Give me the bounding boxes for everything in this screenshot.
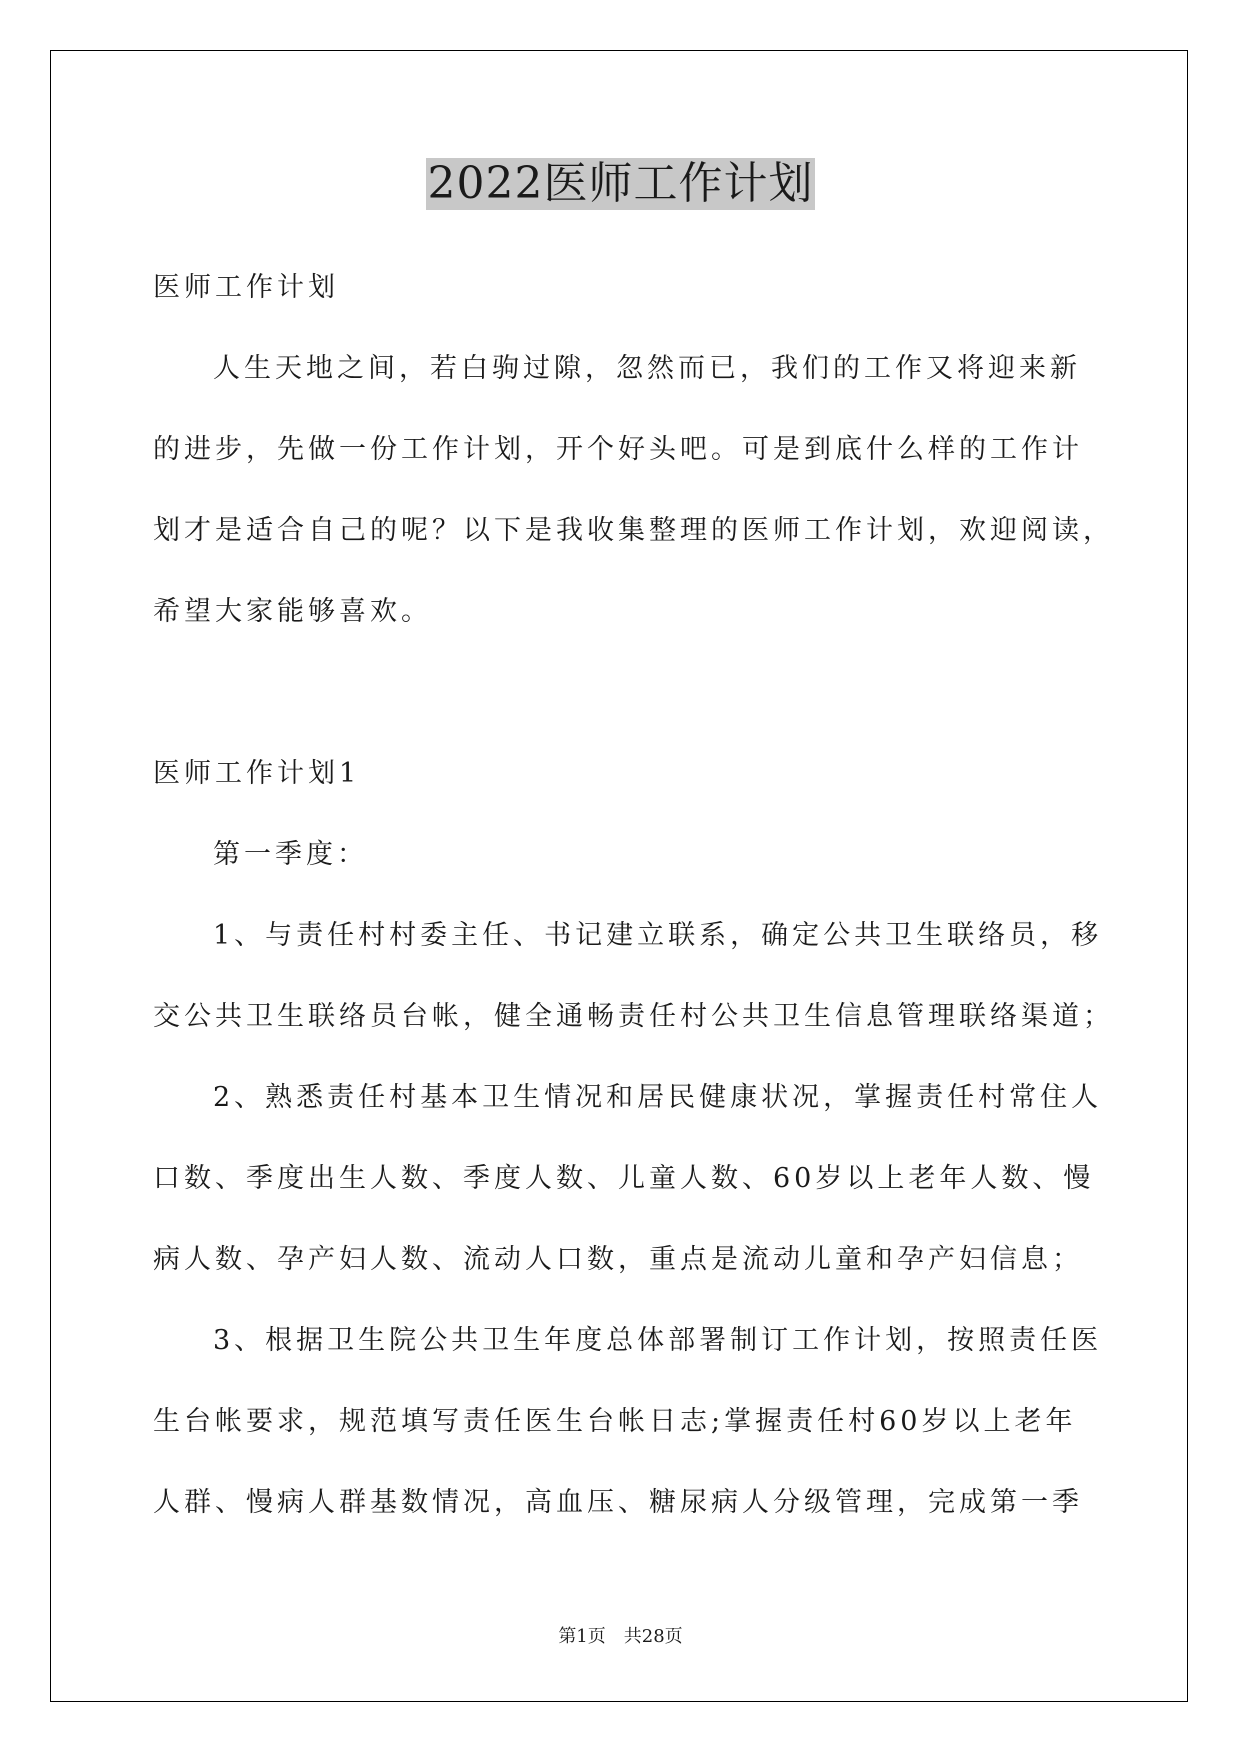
paragraph-line: 交公共卫生联络员台帐，健全通畅责任村公共卫生信息管理联络渠道； (153, 1001, 1114, 1032)
paragraph-line: 生台帐要求，规范填写责任医生台帐日志;掌握责任村60岁以上老年 (153, 1406, 1077, 1437)
footer-page-number: 第1页 (558, 1626, 606, 1647)
paragraph-line: 2、熟悉责任村基本卫生情况和居民健康状况，掌握责任村常住人 (213, 1082, 1103, 1113)
document-title-text: 2022医师工作计划 (427, 158, 814, 209)
plan-item-1 (153, 895, 1153, 1057)
quarter-label: 第一季度： (213, 839, 368, 870)
subtitle: 医师工作计划 (153, 272, 339, 303)
intro-paragraph (153, 328, 1153, 652)
document-body (153, 247, 1153, 1543)
paragraph-line: 的进步，先做一份工作计划，开个好头吧。可是到底什么样的工作计 (153, 434, 1083, 465)
page-footer (0, 1624, 1241, 1650)
paragraph-line: 人群、慢病人群基数情况，高血压、糖尿病人分级管理，完成第一季 (153, 1487, 1083, 1518)
blank-line (153, 652, 1153, 733)
plan-item-2 (153, 1057, 1153, 1300)
paragraph-line: 希望大家能够喜欢。 (153, 596, 432, 627)
paragraph-line: 病人数、孕产妇人数、流动人口数，重点是流动儿童和孕产妇信息； (153, 1244, 1083, 1275)
paragraph-line: 3、根据卫生院公共卫生年度总体部署制订工作计划，按照责任医 (213, 1325, 1103, 1356)
paragraph-line: 口数、季度出生人数、季度人数、儿童人数、60岁以上老年人数、慢 (153, 1163, 1095, 1194)
plan-item-3 (153, 1300, 1153, 1543)
paragraph-line: 人生天地之间，若白驹过隙，忽然而已，我们的工作又将迎来新 (213, 353, 1081, 384)
section-heading: 医师工作计划1 (153, 758, 361, 789)
document-title (0, 158, 1241, 210)
footer-page-total: 共28页 (623, 1626, 683, 1647)
paragraph-line: 1、与责任村村委主任、书记建立联系，确定公共卫生联络员，移 (213, 920, 1103, 951)
paragraph-line: 划才是适合自己的呢？以下是我收集整理的医师工作计划，欢迎阅读， (153, 515, 1114, 546)
